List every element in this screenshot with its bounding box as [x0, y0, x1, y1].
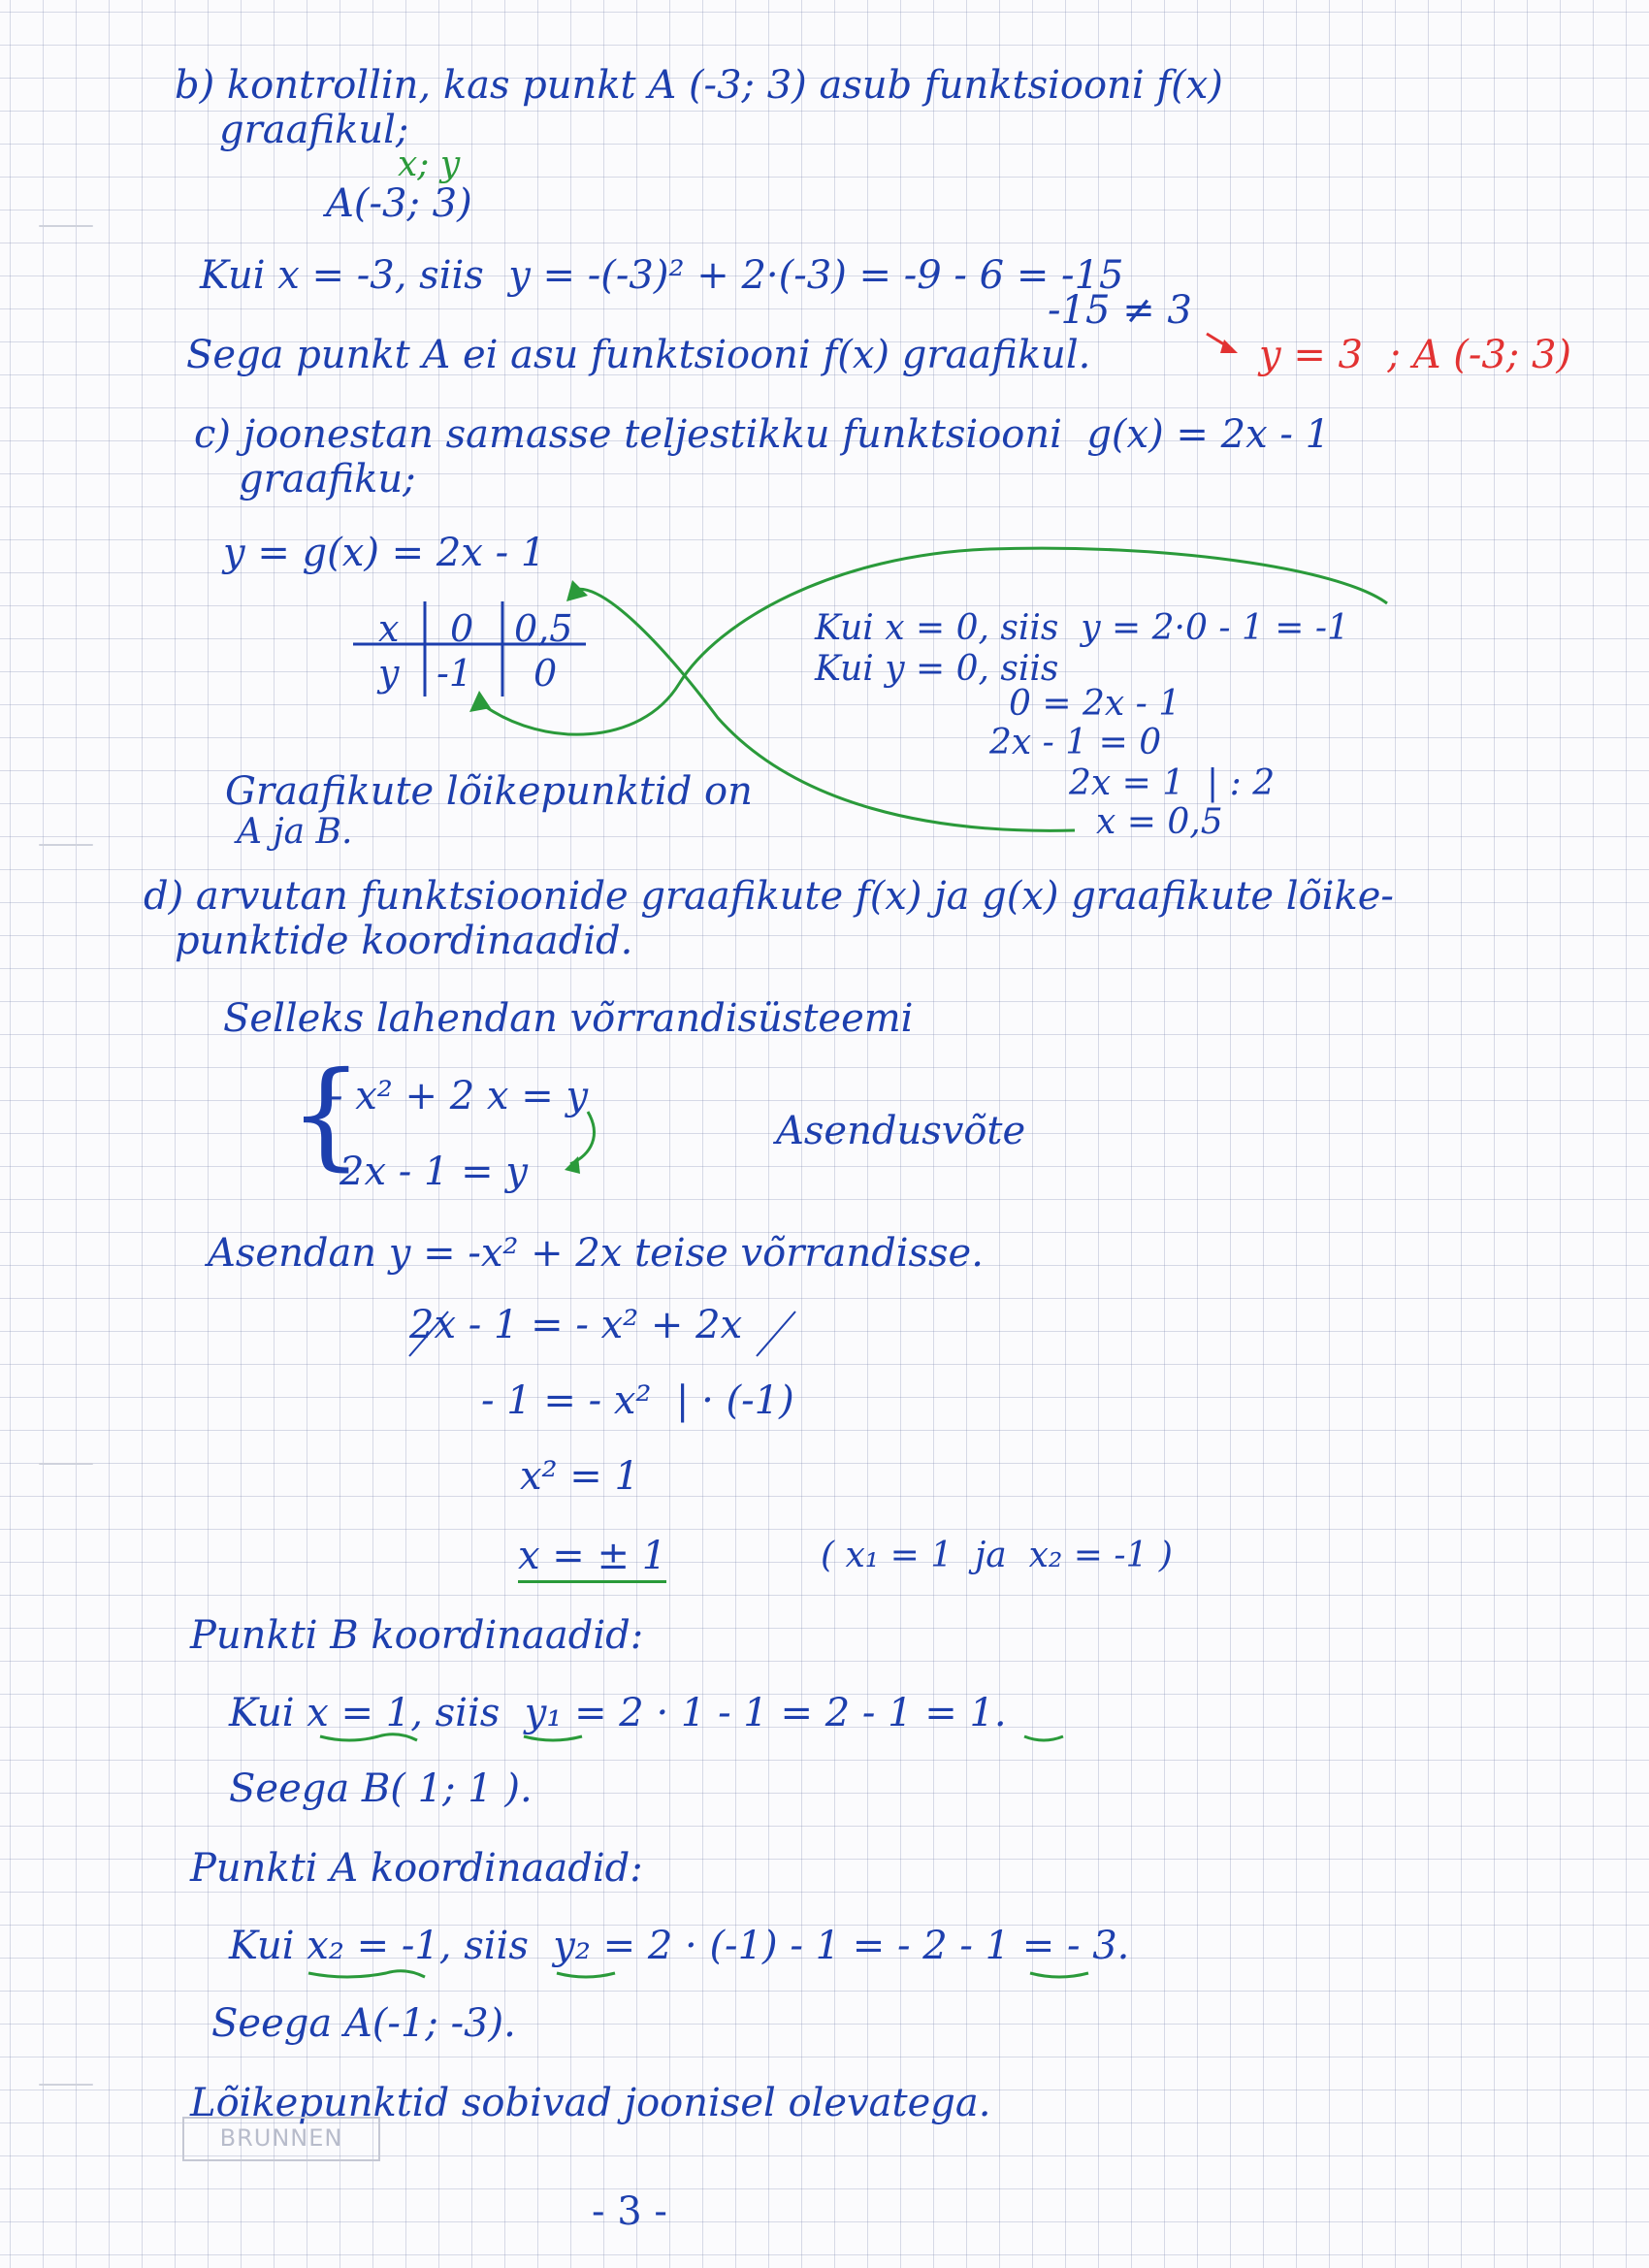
green-underline-1: [1024, 1736, 1063, 1740]
green-underline-minus3: [1030, 1973, 1088, 1977]
d-point-b-title: Punkti B koordinaadid:: [190, 1613, 644, 1658]
d-task-line-2: punktide koordinaadid.: [175, 919, 633, 963]
table-header-y: y: [378, 652, 400, 695]
c-calc-line-4: 2x - 1 = 0: [989, 723, 1162, 762]
c-intersection-line-2: A ja B.: [237, 812, 353, 852]
table-cell-x2: 0,5: [514, 607, 573, 650]
strike-out-2x-right: [757, 1312, 795, 1356]
green-underline-x2: [308, 1971, 425, 1977]
d-point-b-calc: Kui x = 1, siis y₁ = 2 · 1 - 1 = 2 - 1 = 1.: [229, 1691, 1007, 1735]
table-cell-y1: -1: [436, 652, 473, 695]
c-calc-line-3: 0 = 2x - 1: [1009, 684, 1181, 724]
green-link-curve-2: [574, 589, 1075, 830]
c-task-line-1: c) joonestan samasse teljestikku funktsiooni g(x) = 2x - 1: [194, 412, 1331, 457]
strike-out-2x-left: [409, 1312, 448, 1356]
green-underline-y1: [524, 1736, 582, 1740]
green-substitution-arrow: [570, 1112, 594, 1164]
c-calc-line-5: 2x = 1 | : 2: [1069, 763, 1276, 803]
d-roots: ( x₁ = 1 ja x₂ = -1 ): [821, 1536, 1173, 1575]
green-underline-x1: [320, 1734, 417, 1740]
b-task-line-2: graafikul;: [219, 108, 409, 152]
system-brace: {: [289, 1048, 364, 1183]
b-correction: y = 3 ; A (-3; 3): [1259, 333, 1572, 377]
brunnen-watermark-stamp: BRUNNEN: [182, 2117, 380, 2161]
d-point-a-title: Punkti A koordinaadid:: [190, 1846, 643, 1891]
c-function: y = g(x) = 2x - 1: [223, 531, 546, 575]
d-system-eq-2: 2x - 1 = y: [340, 1150, 528, 1194]
b-not-equal: -15 ≠ 3: [1048, 288, 1192, 333]
b-conclusion: Sega punkt A ei asu funktsiooni f(x) graafikul.: [186, 333, 1091, 377]
green-substitution-arrowhead: [565, 1156, 580, 1174]
red-arrowhead: [1220, 340, 1238, 353]
d-method: Asendusvõte: [776, 1109, 1026, 1153]
d-system-eq-1: - x² + 2 x = y: [330, 1074, 589, 1118]
green-underline-y2: [557, 1973, 615, 1977]
c-calc-line-6: x = 0,5: [1096, 802, 1223, 842]
d-point-b-result: Seega B( 1; 1 ).: [229, 1766, 533, 1811]
c-calc-line-2: Kui y = 0, siis: [815, 649, 1059, 689]
b-xy-label: x; y: [398, 145, 461, 184]
table-header-x: x: [378, 607, 400, 650]
b-calculation: Kui x = -3, siis y = -(-3)² + 2·(-3) = -9 - 6 = -15: [200, 253, 1124, 298]
b-task-line-1: b) kontrollin, kas punkt A (-3; 3) asub funktsiooni f(x): [175, 63, 1223, 108]
c-intersection-line-1: Graafikute lõikepunktid on: [225, 769, 753, 814]
d-final-statement: Lõikepunktid sobivad joonisel olevatega.: [190, 2081, 991, 2125]
d-equation-2: - 1 = - x² | · (-1): [481, 1378, 794, 1423]
page-number: - 3 -: [592, 2189, 667, 2234]
c-calc-line-1: Kui x = 0, siis y = 2·0 - 1 = -1: [815, 608, 1349, 648]
d-equation-1: 2x - 1 = - x² + 2x: [409, 1303, 743, 1347]
d-substitution: Asendan y = -x² + 2x teise võrrandisse.: [208, 1231, 984, 1276]
table-cell-y2: 0: [534, 652, 558, 695]
c-task-line-2: graafiku;: [239, 457, 416, 502]
table-cell-x1: 0: [450, 607, 474, 650]
d-point-a-calc: Kui x₂ = -1, siis y₂ = 2 · (-1) - 1 = - 2 - 1 = - 3.: [229, 1924, 1130, 1968]
d-system-intro: Selleks lahendan võrrandisüsteemi: [223, 996, 914, 1041]
b-point: A(-3; 3): [326, 181, 472, 226]
d-task-line-1: d) arvutan funktsioonide graafikute f(x) ja g(x) graafikute lõike-: [144, 874, 1394, 919]
d-equation-3: x² = 1: [520, 1454, 639, 1499]
d-point-a-result: Seega A(-1; -3).: [211, 2001, 516, 2046]
green-link-curve-1: [485, 548, 1387, 734]
d-equation-4-text: x = ± 1: [518, 1534, 666, 1583]
